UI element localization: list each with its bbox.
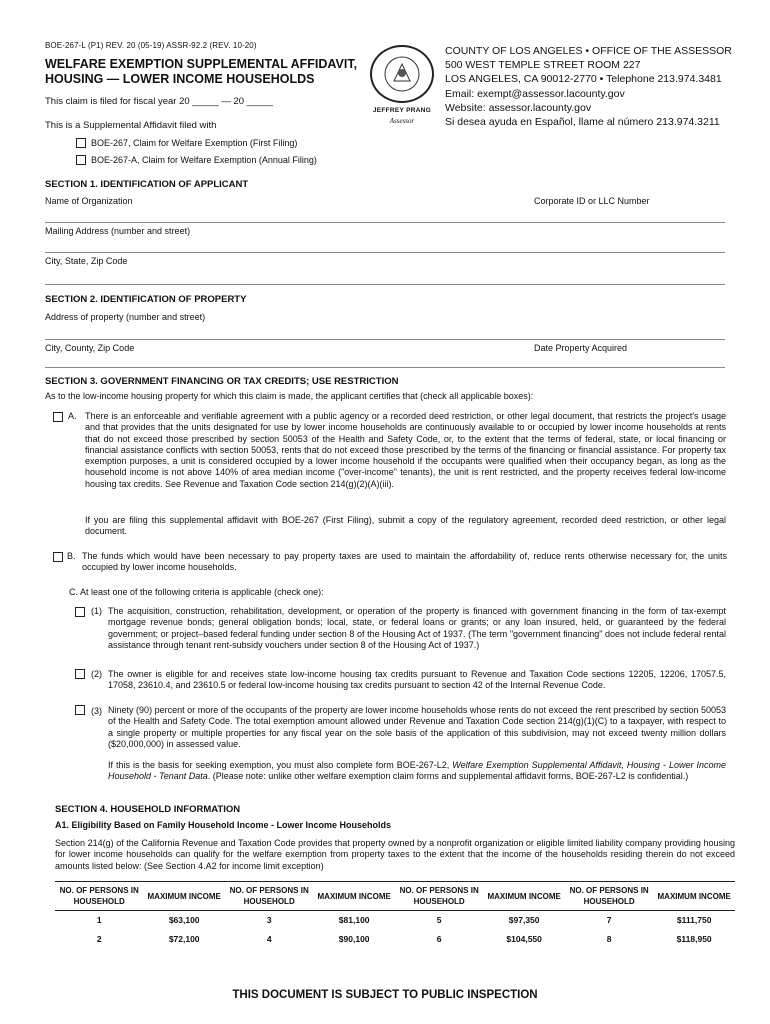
- office-address-block: [445, 44, 765, 129]
- table-header-cell: NO. OF PERSONS IN HOUSEHOLD: [225, 882, 313, 911]
- office-spanish-help: Si desea ayuda en Español, llame al número 213.974.3211: [445, 116, 720, 129]
- option-b-label: B.: [67, 551, 76, 561]
- option-b-text: The funds which would have been necessary to pay property taxes are used to maintain the affordability of, reduce rents otherwise necessary for, the units occupied by lower income households.: [82, 551, 727, 573]
- assessor-name: JEFFREY PRANG: [372, 107, 432, 114]
- table-header-cell: MAXIMUM INCOME: [143, 882, 225, 911]
- table-cell: 1: [96, 915, 102, 926]
- table-cell: 8: [606, 934, 612, 944]
- table-cell: 4: [266, 934, 272, 944]
- section1-heading: SECTION 1. IDENTIFICATION OF APPLICANT: [45, 179, 249, 190]
- section4-heading: SECTION 4. HOUSEHOLD INFORMATION: [55, 804, 241, 815]
- section3-heading: SECTION 3. GOVERNMENT FINANCING OR TAX CREDITS; USE RESTRICTION: [45, 376, 399, 387]
- city-county-zip-field[interactable]: [45, 367, 725, 368]
- table-header-cell: MAXIMUM INCOME: [483, 882, 565, 911]
- section4-text: Section 214(g) of the California Revenue and Taxation Code provides that property owned by a nonprofit organization or eligible limited liability company providing housing for lower income households can qualify for the welfare exemption from property taxes to the extent that the income of the households residing therein do not exceed amounts listed below: (See Section 4.A2 for income limit exception): [55, 838, 735, 871]
- date-acquired-label: Date Property Acquired: [534, 343, 628, 353]
- table-cell: $97,350: [508, 915, 540, 926]
- option-a-checkbox[interactable]: [53, 412, 63, 422]
- table-header-cell: MAXIMUM INCOME: [313, 882, 395, 911]
- option-a-note: If you are filing this supplemental affidavit with BOE-267 (First Filing), submit a copy of the regulatory agreement, recorded deed restriction, or other legal document.: [85, 515, 726, 537]
- mailing-address-field[interactable]: [45, 252, 725, 253]
- option-c1-checkbox[interactable]: [75, 607, 85, 617]
- note-form-title: Welfare Exemption Supplemental Affidavit, Housing - Lower Income Household - Tenant Data: [108, 760, 726, 782]
- property-address-label: Address of property (number and street): [45, 312, 206, 322]
- option-c1-label: (1): [91, 606, 102, 616]
- table-cell: $90,100: [338, 934, 370, 944]
- option-c1-text: The acquisition, construction, rehabilitation, development, or operation of the property is financed with government financing in the form of tax-exempt mortgage revenue bonds; general obligation bonds; local, state, or federal loans or grants; or any loan insured, held, or guaranteed by the federal government; or project–based federal funding under section 8 of the Housing Act of 1937. (The term "government financing" does not include federal rental assistance through tenant rent-subsidy vouchers under section 8 of the Housing Act of 1937.): [108, 606, 726, 650]
- table-cell: 2: [96, 934, 102, 944]
- table-cell: 7: [606, 915, 612, 926]
- table-cell: 6: [436, 934, 442, 944]
- option-c2-label: (2): [91, 669, 102, 679]
- filed-with-boe267-option[interactable]: [76, 138, 297, 148]
- city-state-zip-label: City, State, Zip Code: [45, 256, 128, 266]
- checkbox[interactable]: [76, 155, 86, 165]
- income-limits-table: [55, 881, 735, 949]
- seal-emblem-icon: [382, 55, 422, 93]
- table-header-cell: MAXIMUM INCOME: [653, 882, 735, 911]
- option-c3-checkbox[interactable]: [75, 705, 85, 715]
- city-state-zip-field[interactable]: [45, 284, 725, 285]
- supplemental-text: This is a Supplemental Affidavit filed with: [45, 120, 217, 131]
- table-cell: $111,750: [676, 915, 712, 926]
- option-c-text: C. At least one of the following criteria is applicable (check one):: [69, 587, 324, 597]
- city-county-zip-label: City, County, Zip Code: [45, 343, 135, 353]
- table-cell: 3: [266, 915, 272, 926]
- option-c3-text: Ninety (90) percent or more of the occupants of the property are lower income households whose rents do not exceed the rent prescribed by section 50053 of the Health and Safety Code. The total exemption amount allowed under Revenue and Taxation Code section 214(g)(1)(C) to a taxpayer, with respect to a single property or multiple properties for any fiscal year on the sole basis of the application of this subdivision, may not exceed twenty million dollars ($20,000,000) in assessed value.: [108, 705, 726, 749]
- table-cell: $118,950: [676, 934, 712, 944]
- table-cell: $81,100: [338, 915, 370, 926]
- organization-name-field[interactable]: [45, 222, 725, 223]
- public-inspection-footer: THIS DOCUMENT IS SUBJECT TO PUBLIC INSPECTION: [232, 989, 538, 1001]
- note-text: If this is the basis for seeking exemption, you must also complete form BOE-267-L2,: [108, 760, 453, 770]
- section4-subheading: A1. Eligibility Based on Family Household Income - Lower Income Households: [55, 820, 392, 830]
- office-line: LOS ANGELES, CA 90012-2770 • Telephone 213.974.3481: [445, 73, 722, 86]
- table-cell: $63,100: [168, 915, 200, 926]
- option-b-checkbox[interactable]: [53, 552, 63, 562]
- option-c2-checkbox[interactable]: [75, 669, 85, 679]
- option-label: BOE-267, Claim for Welfare Exemption (First Filing): [91, 138, 298, 148]
- table-cell: 5: [436, 915, 442, 926]
- office-website[interactable]: Website: assessor.lacounty.gov: [445, 101, 592, 114]
- assessor-title: Assessor: [389, 117, 415, 125]
- assessor-seal: [362, 45, 442, 131]
- option-c3-note: [108, 760, 726, 783]
- filed-with-boe267a-option[interactable]: [76, 155, 317, 165]
- option-a-label: A.: [68, 411, 77, 421]
- office-line: 500 WEST TEMPLE STREET ROOM 227: [445, 59, 641, 72]
- option-c2-text: The owner is eligible for and receives state low-income housing tax credits pursuant to Revenue and Taxation Code sections 12205, 12206, 17057.5, 17058, 23610.4, and 23610.5 or federal low-income housing tax credits pursuant to section 42 of the Internal Revenue Code.: [108, 669, 726, 691]
- section2-heading: SECTION 2. IDENTIFICATION OF PROPERTY: [45, 294, 247, 305]
- office-email[interactable]: Email: exempt@assessor.lacounty.gov: [445, 87, 625, 100]
- checkbox[interactable]: [76, 138, 86, 148]
- organization-name-label: Name of Organization: [45, 196, 133, 206]
- table-header-cell: NO. OF PERSONS IN HOUSEHOLD: [565, 882, 653, 911]
- table-row: [55, 911, 735, 930]
- table-cell: $104,550: [506, 934, 542, 944]
- form-title: [45, 57, 375, 87]
- note-text: . (Please note: unlike other welfare exemption claim forms and supplemental affidavit forms, BOE-267-L2 is confidential.): [207, 771, 689, 782]
- corporate-id-label: Corporate ID or LLC Number: [534, 196, 650, 206]
- property-address-field[interactable]: [45, 339, 725, 340]
- table-cell: $72,100: [168, 934, 200, 944]
- fiscal-year-line: This claim is filed for fiscal year 20 _____ — 20 _____: [45, 96, 274, 107]
- title-line-2: HOUSING — LOWER INCOME HOUSEHOLDS: [45, 72, 315, 86]
- title-line-1: WELFARE EXEMPTION SUPPLEMENTAL AFFIDAVIT,: [45, 57, 358, 71]
- table-header-cell: NO. OF PERSONS IN HOUSEHOLD: [395, 882, 483, 911]
- form-id: BOE-267-L (P1) REV. 20 (05-19) ASSR-92.2 (REV. 10-20): [45, 41, 257, 50]
- section3-intro: As to the low-income housing property for which this claim is made, the applicant certifies that (check all applicable boxes):: [45, 391, 534, 401]
- office-line: COUNTY OF LOS ANGELES • OFFICE OF THE ASSESSOR: [445, 45, 732, 57]
- option-label: BOE-267-A, Claim for Welfare Exemption (Annual Filing): [91, 155, 317, 165]
- table-header-cell: NO. OF PERSONS IN HOUSEHOLD: [55, 882, 143, 911]
- option-a-text: There is an enforceable and verifiable agreement with a public agency or a recorded deed restriction, or other legal document, that restricts the project's usage and that provides that the units designated for use by lower income households are continuously available to or occupied by lower income households at rents that do not exceed those prescribed by section 50053 of the Health and Safety Code, or, to the extent that the terms of federal, state, or local financing or financial assistance conflicts with section 50053, rents that do not exceed those prescribed by the terms of the financing or financial assistance. For property tax exemption purposes, a unit is considered occupied by a lower income household if the occupants were qualified when their occupancy began, as long as the household income is not above 140% of area median income ("over-income" tenants), the unit is rent restricted, and the property receives federal low-income housing tax credits. See Revenue and Taxation Code section 214(g)(2)(A)(iii).: [85, 411, 726, 489]
- mailing-address-label: Mailing Address (number and street): [45, 226, 191, 236]
- table-row: [55, 930, 735, 949]
- option-c3-label: (3): [91, 706, 102, 716]
- table-header-row: [55, 882, 735, 911]
